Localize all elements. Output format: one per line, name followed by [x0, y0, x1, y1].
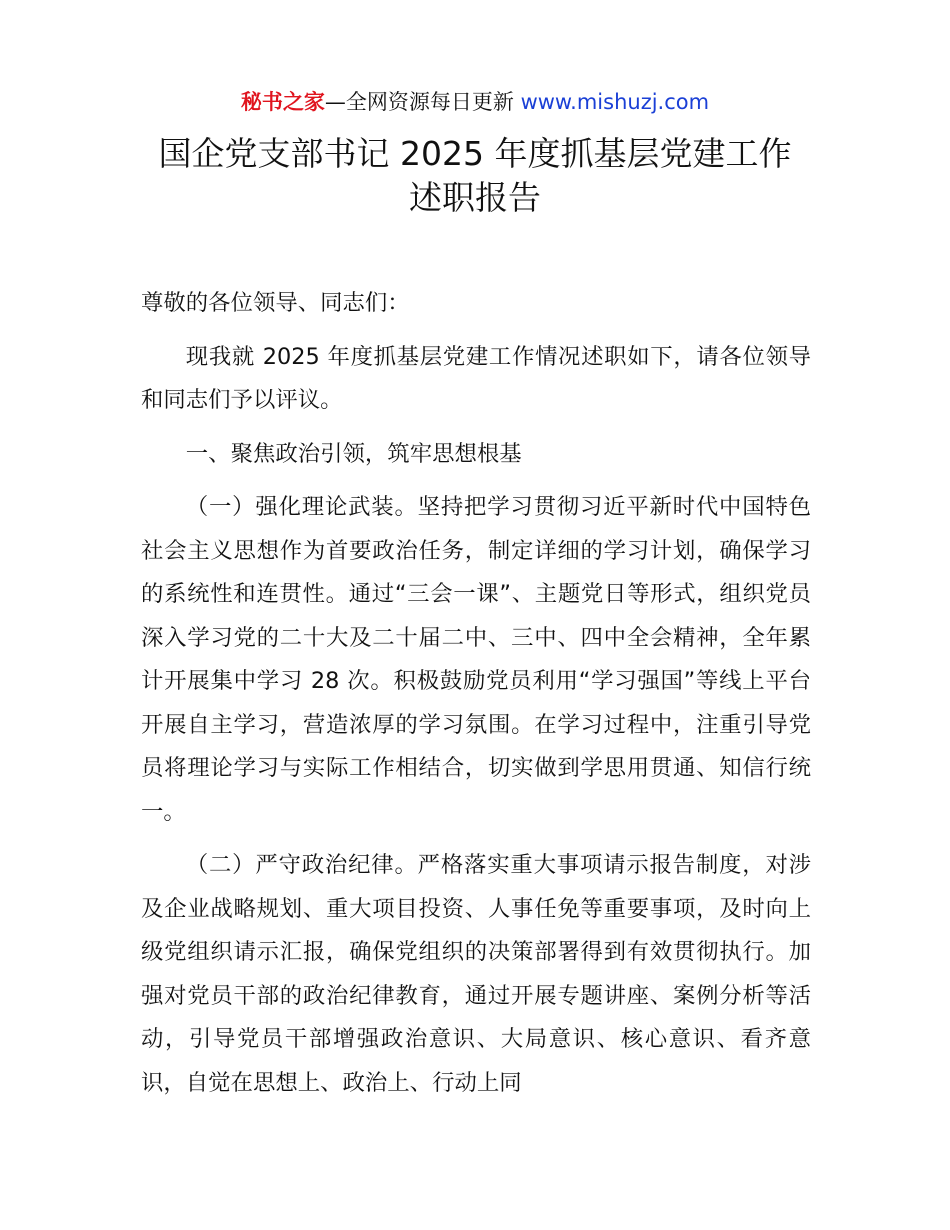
paragraph-line: 对涉及企业战略规划、重大项目投资、人事任免等重要事项，: [141, 852, 812, 922]
paragraph-line: 形式，组织党员深入学习党的二十大及二十届二中、三中、四: [141, 581, 811, 651]
header-slogan: —全网资源每日更新: [324, 90, 514, 114]
brand-name: 秘书之家: [240, 90, 325, 114]
title-line-2: 述职报告: [409, 178, 541, 217]
paragraph-line: 及时向上级党组织请示汇报，确保党组织的决策部署得到有效: [141, 895, 812, 965]
intro-line: 领导和同志们予以评议。: [141, 343, 812, 413]
intro-paragraph: [141, 336, 811, 423]
section-1-heading: 一、聚焦政治引领，筑牢思想根基: [185, 440, 522, 467]
paragraph-line: 识、核心意识、看齐意识，自觉在思想上、政治上、行动上同: [141, 1026, 812, 1096]
paragraph-line: （二）严守政治纪律。严格落实重大事项请示报告制度，: [185, 852, 766, 878]
site-url-link[interactable]: www.mishuzj.com: [520, 90, 710, 114]
site-header: [0, 88, 950, 116]
paragraph-line: 贯彻执行。加强对党员干部的政治纪律教育，通过开展专题讲: [141, 939, 812, 1009]
document-title: [60, 132, 890, 220]
paragraph-strengthen-theory: [141, 486, 811, 834]
paragraph-line: 用“学习强国”等线上平台开展自主学习，营造浓厚的学习氛: [141, 668, 811, 738]
salutation: 尊敬的各位领导、同志们：: [141, 290, 410, 316]
paragraph-line: 合，切实做到学思用贯通、知信行统一。: [141, 755, 812, 825]
paragraph-line: 围。在学习过程中，注重引导党员将理论学习与实际工作相结: [141, 711, 812, 781]
paragraph-line: 特色社会主义思想作为首要政治任务，制定详细的学习计划，: [141, 494, 812, 564]
document-body: [141, 282, 811, 1115]
paragraph-line: 中全会精神，全年累计开展集中学习 28 次。积极鼓励党员利: [141, 624, 811, 694]
intro-line: 现我就 2025 年度抓基层党建工作情况述职如下，请各位: [185, 343, 766, 370]
title-line-1: 国企党支部书记 2025 年度抓基层党建工作: [158, 134, 792, 173]
paragraph-line: 确保学习的系统性和连贯性。通过“三会一课”、主题党日等: [141, 537, 812, 607]
paragraph-line: 座、案例分析等活动，引导党员干部增强政治意识、大局意: [141, 982, 812, 1052]
paragraph-political-discipline: [141, 844, 811, 1105]
paragraph-line: （一）强化理论武装。坚持把学习贯彻习近平新时代中国: [185, 494, 766, 520]
